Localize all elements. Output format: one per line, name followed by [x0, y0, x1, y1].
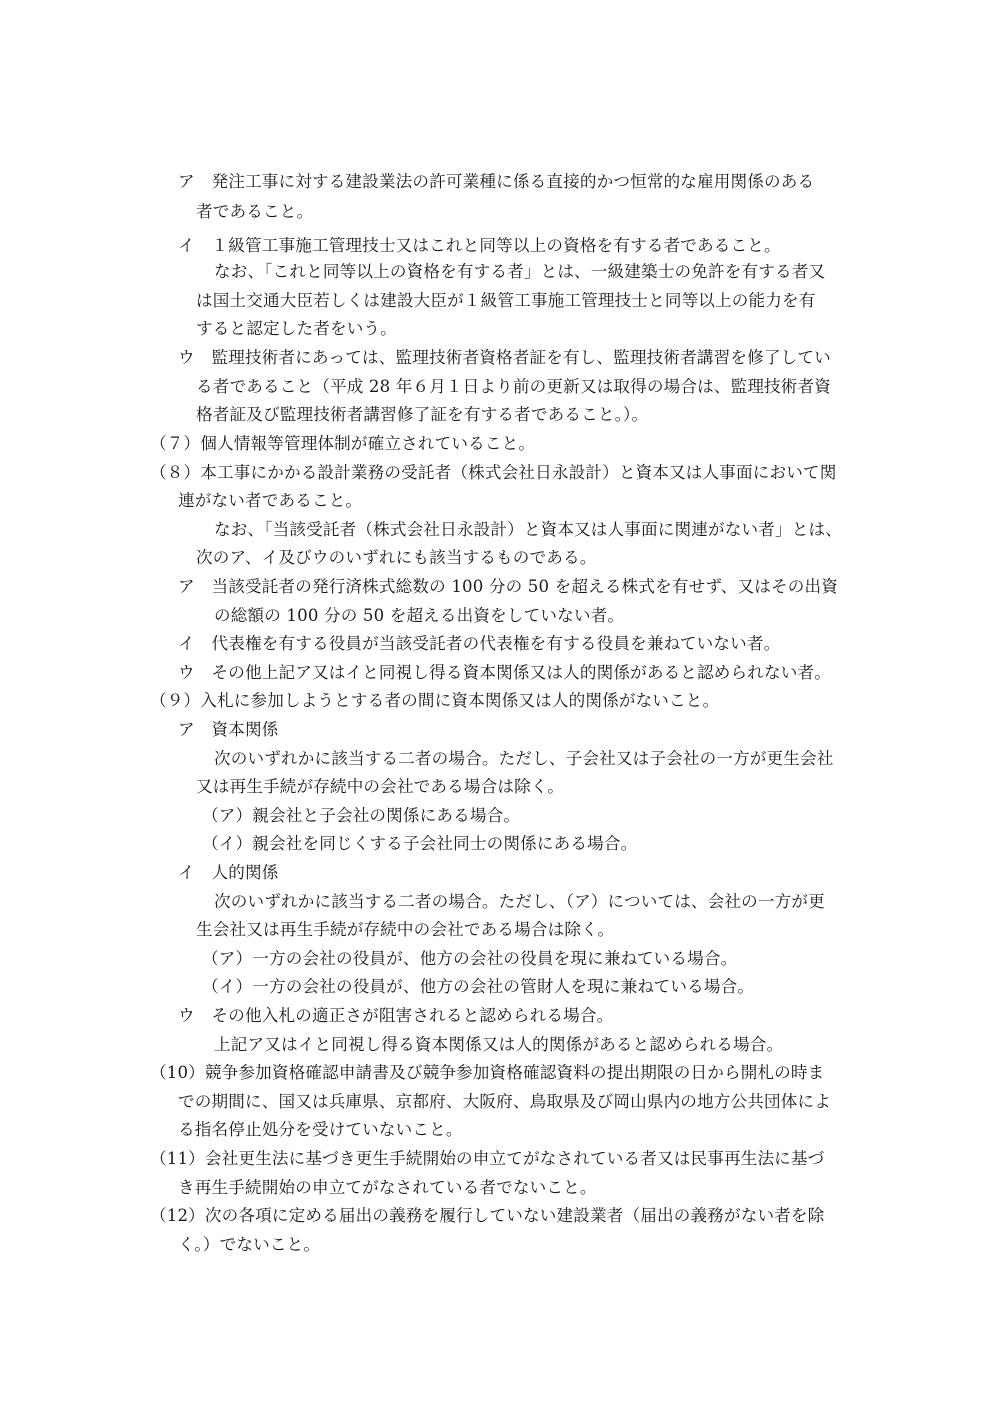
text-line: すると認定した者をいう。 — [196, 319, 397, 338]
text-line: 次のいずれかに該当する二者の場合。ただし、（ア）については、会社の一方が更 — [214, 892, 825, 911]
text-line: は国土交通大臣若しくは建設大臣が１級管工事施工管理技士と同等以上の能力を有 — [196, 291, 816, 310]
text-line: （11）会社更生法に基づき更生手続開始の申立てがなされている者又は民事再生法に基づ — [150, 1149, 825, 1168]
text-line: イ 人的関係 — [178, 863, 279, 882]
text-line: （12）次の各項に定める届出の義務を履行していない建設業者（届出の義務がない者を除 — [150, 1206, 825, 1225]
text-line: き再生手続開始の申立てがなされている者でないこと。 — [178, 1178, 597, 1197]
text-line: （イ）親会社を同じくする子会社同士の関係にある場合。 — [202, 834, 638, 853]
text-line: （７）個人情報等管理体制が確立されていること。 — [150, 434, 536, 453]
text-line: なお、「当該受託者（株式会社日永設計）と資本又は人事面に関連がない者」とは、 — [214, 520, 842, 539]
text-line: （ア）親会社と子会社の関係にある場合。 — [202, 806, 521, 825]
text-line: る者であること（平成 28 年６月１日より前の更新又は取得の場合は、監理技術者資 — [196, 377, 832, 396]
text-line: 格者証及び監理技術者講習修了証を有する者であること。）。 — [196, 405, 649, 424]
text-line: ウ その他上記ア又はイと同視し得る資本関係又は人的関係があると認められない者。 — [178, 663, 832, 682]
text-line: ア 資本関係 — [178, 720, 279, 739]
text-line: 又は再生手続が存続中の会社である場合は除く。 — [196, 777, 565, 796]
text-line: る指名停止処分を受けていないこと。 — [178, 1120, 463, 1139]
text-line: ウ 監理技術者にあっては、監理技術者資格者証を有し、監理技術者講習を修了してい — [178, 348, 831, 367]
text-line: （８）本工事にかかる設計業務の受託者（株式会社日永設計）と資本又は人事面において関 — [150, 463, 837, 482]
text-line: （10）競争参加資格確認申請書及び競争参加資格確認資料の提出期限の日から開札の時ま — [150, 1063, 825, 1082]
text-line: ウ その他入札の適正さが阻害されると認められる場合。 — [178, 1006, 614, 1025]
text-line: ア 発注工事に対する建設業法の許可業種に係る直接的かつ恒常的な雇用関係のある — [178, 172, 815, 191]
text-line: 者であること。 — [196, 202, 314, 221]
text-line: 生会社又は再生手続が存続中の会社である場合は除く。 — [196, 920, 615, 939]
text-line: 次のア、イ及びウのいずれにも該当するものである。 — [196, 548, 597, 567]
text-line: 連がない者であること。 — [178, 491, 363, 510]
text-line: （ア）一方の会社の役員が、他方の会社の役員を現に兼ねている場合。 — [202, 949, 738, 968]
text-line: （９）入札に参加しようとする者の間に資本関係又は人的関係がないこと。 — [150, 691, 720, 710]
text-line: なお、「これと同等以上の資格を有する者」とは、一級建築士の免許を有する者又 — [214, 262, 826, 281]
text-line: イ 代表権を有する役員が当該受託者の代表権を有する役員を兼ねていない者。 — [178, 634, 781, 653]
text-line: イ １級管工事施工管理技士又はこれと同等以上の資格を有する者であること。 — [178, 236, 781, 255]
text-line: 上記ア又はイと同視し得る資本関係又は人的関係があると認められる場合。 — [214, 1035, 784, 1054]
text-line: 次のいずれかに該当する二者の場合。ただし、子会社又は子会社の一方が更生会社 — [214, 749, 834, 768]
text-line: （イ）一方の会社の役員が、他方の会社の管財人を現に兼ねている場合。 — [202, 977, 755, 996]
text-line: の総額の 100 分の 50 を超える出資をしていない者。 — [214, 606, 625, 625]
text-line: ア 当該受託者の発行済株式総数の 100 分の 50 を超える株式を有せず、又はその出資 — [178, 577, 838, 596]
text-line: く。）でないこと。 — [178, 1235, 321, 1254]
text-line: での期間に、国又は兵庫県、京都府、大阪府、鳥取県及び岡山県内の地方公共団体によ — [178, 1092, 832, 1111]
